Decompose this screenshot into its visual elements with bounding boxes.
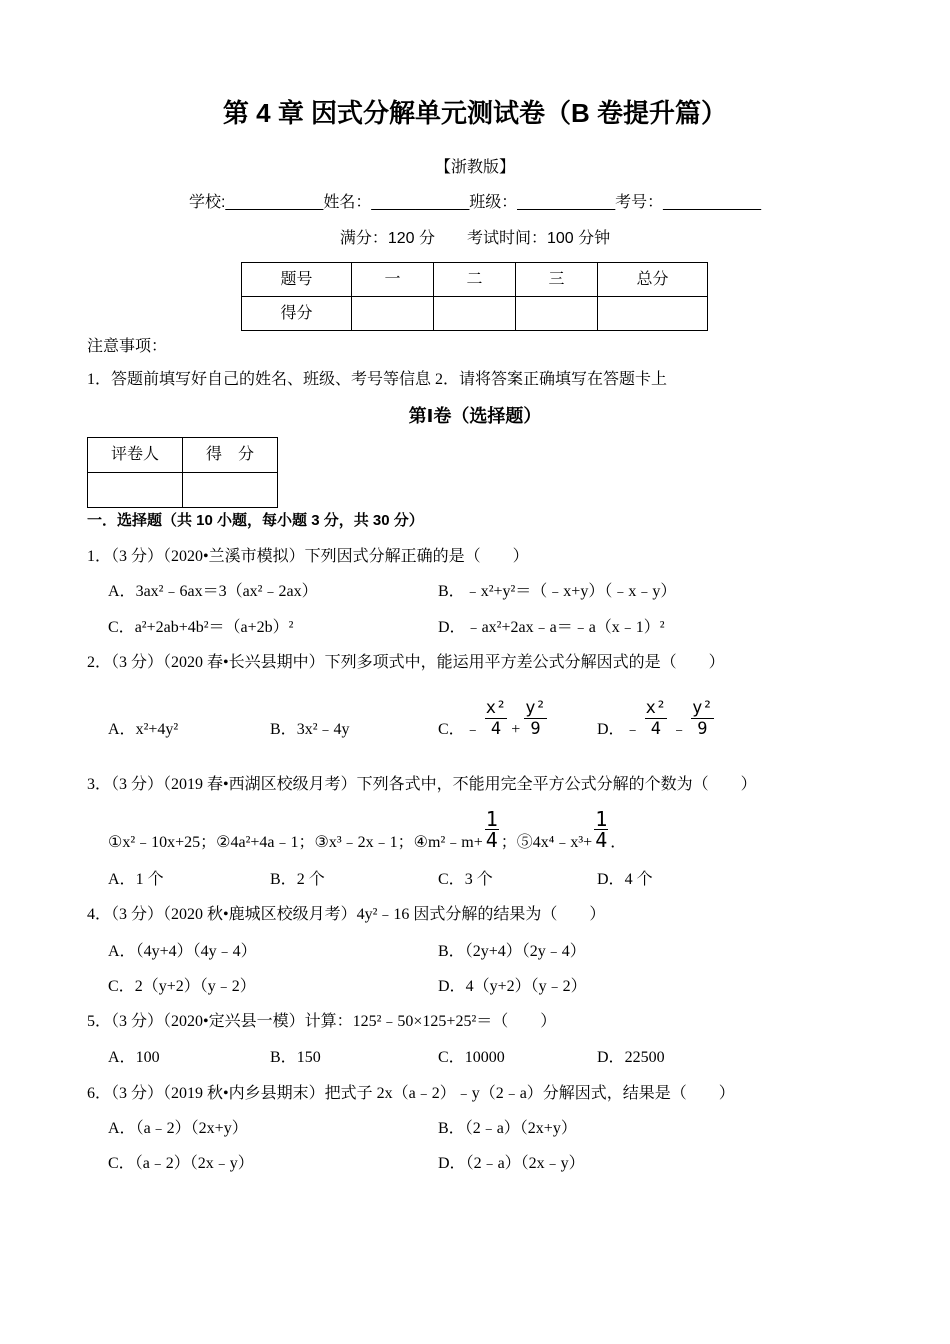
question-5-option-c	[438, 1047, 505, 1069]
grader-table-blank-row	[88, 473, 278, 508]
question-4-option-c	[108, 976, 256, 998]
option-sign: ﹣	[624, 721, 641, 738]
part-1-title: 第Ⅰ卷（选择题）	[408, 406, 542, 426]
score-table-score-row	[242, 297, 708, 331]
grader-score-cell	[183, 473, 278, 508]
question-5-stem: 5．（3 分）（2020•定兴县一模）计算：125²﹣50×125+25²＝（ ）	[87, 1013, 557, 1030]
question-4-option-a	[108, 941, 257, 963]
question-5-option-b	[270, 1047, 321, 1069]
grader-table-header-row	[88, 438, 278, 473]
question-2-option-c	[438, 698, 551, 741]
question-6-option-a	[108, 1118, 248, 1140]
score-cell-part-1	[352, 297, 434, 331]
score-table-header-part-2: 二	[434, 263, 516, 297]
option-label: B．	[270, 721, 297, 738]
question-5-option-d	[597, 1047, 665, 1069]
question-5-option-a	[108, 1047, 160, 1069]
question-1-option-a	[108, 581, 318, 603]
question-3-option-d	[597, 869, 653, 891]
option-label: D．	[597, 721, 625, 738]
fraction-numerator: 1	[485, 807, 498, 831]
fraction-denominator: 4	[485, 828, 498, 852]
question-6-stem: 6．（3 分）（2019 秋•内乡县期末）把式子 2x（a﹣2）﹣y（2﹣a）分解因式，结果是（ ）	[87, 1085, 735, 1102]
option-label: C．	[438, 1049, 465, 1066]
option-sign: +	[511, 721, 521, 738]
option-text: 4（y+2）（y﹣2）	[465, 978, 587, 995]
fraction-denominator: 9	[691, 718, 713, 739]
option-label: D．	[438, 1155, 466, 1172]
question-6-option-c	[108, 1153, 254, 1175]
score-cell-total	[598, 297, 708, 331]
grader-cell	[88, 473, 183, 508]
fraction-denominator: 4	[645, 718, 667, 739]
fraction	[594, 809, 608, 850]
fraction-denominator: 4	[485, 718, 507, 739]
edition-label: 【浙教版】	[434, 159, 515, 176]
option-label: C．	[108, 619, 135, 636]
score-table-row-label: 得分	[242, 297, 352, 331]
question-4-stem: 4．（3 分）（2020 秋•鹿城区校级月考）4y²﹣16 因式分解的结果为（ ）	[87, 906, 606, 923]
option-label: D．	[597, 871, 625, 888]
option-label: C．	[108, 978, 135, 995]
option-text: 3ax²﹣6ax＝3（ax²﹣2ax）	[135, 583, 318, 600]
option-text: 3x²﹣4y	[296, 721, 350, 738]
notes-text: 1．答题前填写好自己的姓名、班级、考号等信息 2．请将答案正确填写在答题卡上	[87, 371, 668, 388]
score-table	[241, 262, 708, 331]
option-label: B．	[438, 583, 465, 600]
question-2-option-b	[270, 719, 350, 741]
option-text: 1 个	[135, 871, 164, 888]
option-label: A．	[108, 1120, 136, 1137]
question-3-stem: 3．（3 分）（2019 春•西湖区校级月考）下列各式中，不能用完全平方公式分解的个数为（ ）	[87, 776, 757, 793]
option-text: 2 个	[296, 871, 325, 888]
option-label: A．	[108, 943, 136, 960]
fraction	[645, 698, 667, 739]
fraction-denominator: 4	[595, 828, 608, 852]
score-table-body	[242, 263, 708, 331]
notes-title: 注意事项：	[87, 338, 168, 355]
score-table-header-question-no: 题号	[242, 263, 352, 297]
option-label: A．	[108, 721, 136, 738]
option-text: （a﹣2）（2x+y）	[135, 1120, 248, 1137]
option-text: 2（y+2）（y﹣2）	[134, 978, 256, 995]
option-label: D．	[438, 978, 466, 995]
option-text: a²+2ab+4b²＝（a+2b）²	[134, 619, 294, 636]
question-3-expressions	[108, 807, 627, 854]
option-label: D．	[597, 1049, 625, 1066]
option-label: B．	[270, 1049, 297, 1066]
question-1-stem: 1．（3 分）（2020•兰溪市模拟）下列因式分解正确的是（ ）	[87, 548, 529, 565]
option-text: （a﹣2）（2x﹣y）	[134, 1155, 254, 1172]
score-table-header-part-1: 一	[352, 263, 434, 297]
option-label: B．	[438, 1120, 465, 1137]
section-title: 一．选择题（共 10 小题，每小题 3 分，共 30 分）	[87, 512, 424, 529]
fraction-numerator: x²	[485, 698, 507, 718]
score-cell-part-2	[434, 297, 516, 331]
option-text: （2﹣a）（2x﹣y）	[465, 1155, 585, 1172]
option-text: （2﹣a）（2x+y）	[464, 1120, 577, 1137]
score-table-header-part-3: 三	[516, 263, 598, 297]
question-1-option-c	[108, 617, 293, 639]
option-text: 3 个	[464, 871, 493, 888]
grader-table	[87, 437, 278, 508]
question-6-option-b	[438, 1118, 577, 1140]
score-table-header-total: 总分	[598, 263, 708, 297]
fraction	[524, 698, 546, 739]
score-cell-part-3	[516, 297, 598, 331]
option-sign: ﹣	[671, 721, 688, 738]
question-6-option-d	[438, 1153, 585, 1175]
option-text: 22500	[624, 1049, 665, 1066]
grader-table-header-score: 得 分	[183, 438, 278, 473]
option-label: A．	[108, 871, 136, 888]
question-2-stem: 2．（3 分）（2020 春•长兴县期中）下列多项式中，能运用平方差公式分解因式的是（ ）	[87, 654, 725, 671]
option-text: （4y+4）（4y﹣4）	[135, 943, 257, 960]
option-text: 150	[296, 1049, 321, 1066]
expression-text: ．	[610, 834, 627, 851]
fraction-numerator: x²	[645, 698, 667, 718]
fraction	[485, 809, 499, 850]
question-4-option-b	[438, 941, 586, 963]
expression-text: ①x²﹣10x+25；②4a²+4a﹣1；③x³﹣2x﹣1；④m²﹣m+	[108, 834, 483, 851]
fraction-numerator: y²	[692, 698, 713, 718]
option-text: （2y+4）（2y﹣4）	[464, 943, 586, 960]
page-title: 第 4 章 因式分解单元测试卷（B 卷提升篇）	[222, 98, 728, 128]
option-label: B．	[438, 943, 465, 960]
exam-meta: 满分：120 分 考试时间：100 分钟	[339, 230, 611, 247]
fraction-numerator: y²	[525, 698, 546, 718]
question-1-option-d	[438, 617, 665, 639]
grader-table-body	[88, 438, 278, 508]
option-sign: ﹣	[464, 721, 481, 738]
fraction	[485, 698, 507, 739]
question-3-option-b	[270, 869, 325, 891]
fraction-denominator: 9	[524, 718, 546, 739]
question-3-option-c	[438, 869, 493, 891]
grader-table-header-grader: 评卷人	[88, 438, 183, 473]
option-label: B．	[270, 871, 297, 888]
option-text: x²+4y²	[135, 721, 179, 738]
score-table-header-row	[242, 263, 708, 297]
option-text: 10000	[464, 1049, 505, 1066]
option-text: ﹣x²+y²＝（﹣x+y）（﹣x﹣y）	[464, 583, 677, 600]
fraction-numerator: 1	[595, 807, 608, 831]
question-2-option-d	[597, 698, 718, 741]
option-text: 4 个	[624, 871, 653, 888]
option-label: A．	[108, 1049, 136, 1066]
student-info-line: 学校:___________姓名：___________班级：___________考号：___________	[189, 194, 761, 211]
question-4-option-d	[438, 976, 587, 998]
option-label: A．	[108, 583, 136, 600]
question-2-option-a	[108, 719, 178, 741]
question-1-option-b	[438, 581, 676, 603]
option-text: 100	[135, 1049, 160, 1066]
option-label: C．	[438, 721, 465, 738]
question-3-option-a	[108, 869, 164, 891]
option-text: ﹣ax²+2ax﹣a＝﹣a（x﹣1）²	[465, 619, 665, 636]
fraction	[691, 698, 713, 739]
option-label: C．	[438, 871, 465, 888]
option-label: D．	[438, 619, 466, 636]
expression-text: ；⑤4x⁴﹣x³+	[500, 834, 593, 851]
option-label: C．	[108, 1155, 135, 1172]
